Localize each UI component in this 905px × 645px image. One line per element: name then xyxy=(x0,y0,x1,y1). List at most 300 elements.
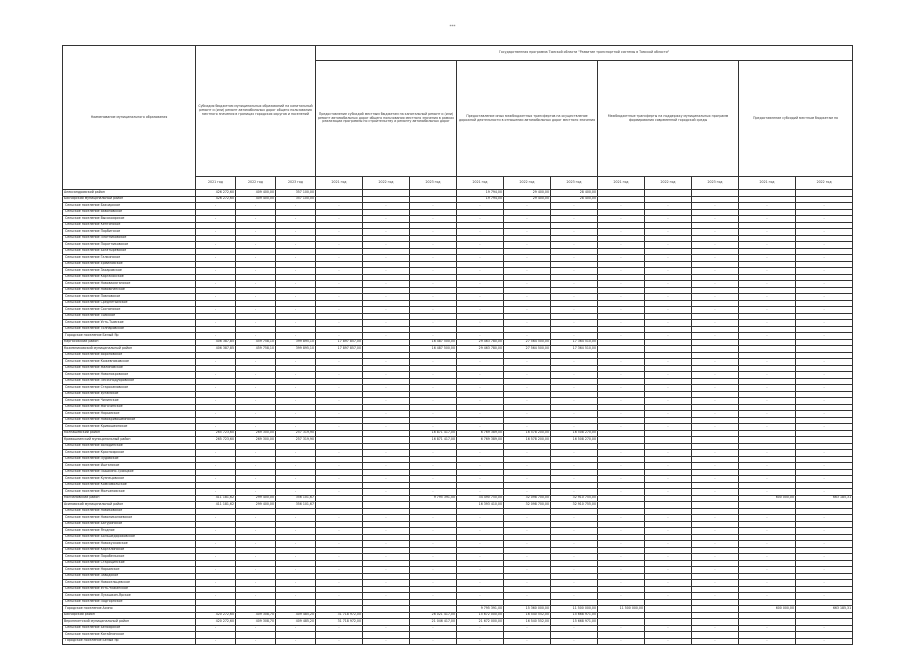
value-cell: - xyxy=(196,515,236,522)
value-cell: - xyxy=(457,450,504,457)
value-cell: 9 795 391,00 xyxy=(457,606,504,613)
municipality-name-cell: Сельское поселение Парабельское xyxy=(63,554,196,561)
value-cell: - xyxy=(410,294,457,301)
value-cell: - xyxy=(645,268,692,275)
value-cell: - xyxy=(276,320,316,327)
value-cell: - xyxy=(504,307,551,314)
value-cell: - xyxy=(739,489,796,496)
value-cell: - xyxy=(692,385,739,392)
value-cell: - xyxy=(316,424,363,431)
municipality-name-cell: Сельское поселение Павловское xyxy=(63,294,196,301)
value-cell: - xyxy=(196,528,236,535)
municipality-name-cell: Кожевниковский муниципальный район xyxy=(63,346,196,353)
value-cell: - xyxy=(316,372,363,379)
municipality-name-cell: Сельское поселение Нарымское xyxy=(63,567,196,574)
value-cell: 409 308,70 xyxy=(236,612,276,619)
value-cell: 11 500 000,00 xyxy=(551,606,598,613)
value-cell: 34 490 750,00 xyxy=(457,495,504,502)
value-cell: - xyxy=(692,333,739,340)
value-cell: - xyxy=(196,580,236,587)
municipality-name-cell: Сельское поселение Среднетымское xyxy=(63,300,196,307)
value-cell: - xyxy=(457,638,504,645)
value-cell: - xyxy=(739,411,796,418)
value-cell: - xyxy=(796,216,853,223)
value-cell: - xyxy=(645,450,692,457)
value-cell: - xyxy=(316,359,363,366)
value-cell: - xyxy=(410,268,457,275)
value-cell: 16 578 200,00 xyxy=(504,437,551,444)
value-cell: - xyxy=(645,463,692,470)
value-cell: - xyxy=(410,463,457,470)
municipality-name-cell: Сельское поселение Ягодное xyxy=(63,528,196,535)
value-cell: 269 300,00 xyxy=(236,437,276,444)
value-cell: - xyxy=(457,372,504,379)
year-header: 2021 год xyxy=(316,177,363,190)
value-cell: - xyxy=(196,450,236,457)
value-cell: 16 487 500,00 xyxy=(410,346,457,353)
municipality-name-cell: Сельское поселение Бакчарское xyxy=(63,203,196,210)
value-cell: - xyxy=(196,229,236,236)
value-cell: - xyxy=(504,320,551,327)
value-cell: 31 718 972,00 xyxy=(316,619,363,626)
value-cell: 16 393 410,00 xyxy=(457,502,504,509)
value-cell: - xyxy=(276,450,316,457)
value-cell: - xyxy=(796,255,853,262)
value-cell: - xyxy=(796,203,853,210)
value-cell: - xyxy=(316,385,363,392)
year-header: 2022 год xyxy=(363,177,410,190)
value-cell: - xyxy=(363,307,410,314)
value-cell: - xyxy=(796,625,853,632)
value-cell: - xyxy=(363,359,410,366)
value-cell: - xyxy=(796,541,853,548)
value-cell: - xyxy=(598,554,645,561)
value-cell: - xyxy=(551,281,598,288)
value-cell: - xyxy=(598,359,645,366)
value-cell: - xyxy=(598,463,645,470)
value-cell: - xyxy=(316,242,363,249)
value-cell: - xyxy=(236,515,276,522)
value-cell: 32 098 700,00 xyxy=(504,502,551,509)
value-cell: - xyxy=(598,333,645,340)
value-cell: - xyxy=(196,554,236,561)
value-cell: 32 910 755,00 xyxy=(551,502,598,509)
value-cell: - xyxy=(692,255,739,262)
value-cell: - xyxy=(551,476,598,483)
value-cell: 399 895,10 xyxy=(276,339,316,346)
value-cell: - xyxy=(236,359,276,366)
value-cell: - xyxy=(363,294,410,301)
value-cell: - xyxy=(598,424,645,431)
municipality-name-cell: Асиновский муниципальный район xyxy=(63,502,196,509)
value-cell: 28 400,00 xyxy=(551,190,598,197)
value-cell: - xyxy=(196,255,236,262)
value-cell: - xyxy=(692,268,739,275)
value-cell: - xyxy=(236,281,276,288)
value-cell: - xyxy=(551,398,598,405)
value-cell: - xyxy=(316,489,363,496)
municipality-name-cell: Сельское поселение Могочинское xyxy=(63,404,196,411)
value-cell: - xyxy=(410,281,457,288)
value-cell: - xyxy=(457,476,504,483)
value-cell: 600 000,00 xyxy=(739,495,796,502)
value-cell: - xyxy=(276,541,316,548)
column-group-4: Межбюджетные трансферты на поддержку муниципальных программ формирования современной городской среды xyxy=(598,61,739,177)
value-cell: - xyxy=(410,450,457,457)
value-cell: - xyxy=(504,489,551,496)
municipality-name-cell: Сельское поселение Молчановское xyxy=(63,489,196,496)
value-cell: - xyxy=(457,554,504,561)
value-cell: - xyxy=(598,411,645,418)
value-cell: - xyxy=(692,515,739,522)
value-cell: - xyxy=(796,554,853,561)
value-cell: 411 181,62 xyxy=(196,495,236,502)
municipality-name-cell: Сельское поселение Новониколаевское xyxy=(63,515,196,522)
value-cell: 29 463 780,00 xyxy=(457,339,504,346)
value-cell: - xyxy=(316,320,363,327)
municipality-name-cell: Сельское поселение Каргасокское xyxy=(63,274,196,281)
value-cell: - xyxy=(457,281,504,288)
value-cell: - xyxy=(457,593,504,600)
value-cell: - xyxy=(236,411,276,418)
municipality-name-cell: Сельское поселение Нововасюганское xyxy=(63,281,196,288)
value-cell: - xyxy=(363,625,410,632)
municipality-name-cell: Сельское поселение Нарымское xyxy=(63,411,196,418)
value-cell: - xyxy=(363,515,410,522)
value-cell: - xyxy=(457,463,504,470)
value-cell: - xyxy=(551,541,598,548)
value-cell: - xyxy=(551,307,598,314)
value-cell: - xyxy=(692,320,739,327)
value-cell: 6 769 389,00 xyxy=(457,437,504,444)
value-cell: - xyxy=(410,320,457,327)
value-cell: - xyxy=(276,294,316,301)
program-title: Государственная программа Томской области "Развитие транспортной системы в Томской области" xyxy=(316,46,853,61)
value-cell: - xyxy=(236,541,276,548)
value-cell: - xyxy=(410,203,457,210)
value-cell: - xyxy=(739,625,796,632)
value-cell: - xyxy=(692,424,739,431)
value-cell: - xyxy=(276,203,316,210)
value-cell: - xyxy=(504,450,551,457)
value-cell: - xyxy=(598,398,645,405)
municipality-name-cell: Верхнекетский муниципальный район xyxy=(63,619,196,626)
value-cell: - xyxy=(645,398,692,405)
value-cell: - xyxy=(276,638,316,645)
value-cell: - xyxy=(692,580,739,587)
value-cell: - xyxy=(236,554,276,561)
value-cell: 356 101,67 xyxy=(276,502,316,509)
value-cell: - xyxy=(796,489,853,496)
value-cell: - xyxy=(504,242,551,249)
municipality-name-cell: Сельское поселение Поротниковское xyxy=(63,242,196,249)
value-cell: 29 400,00 xyxy=(504,190,551,197)
municipality-name-cell: Сельское поселение Вороновское xyxy=(63,352,196,359)
value-cell: - xyxy=(276,580,316,587)
value-cell: - xyxy=(692,307,739,314)
value-cell: - xyxy=(276,307,316,314)
municipality-name-cell: Сельское поселение Иштанское xyxy=(63,463,196,470)
value-cell: - xyxy=(645,307,692,314)
value-cell: 406 387,85 xyxy=(196,339,236,346)
value-cell: - xyxy=(363,268,410,275)
value-cell: - xyxy=(739,333,796,340)
value-cell: - xyxy=(363,320,410,327)
column-header-name: Наименование муниципального образования xyxy=(63,46,196,190)
value-cell: - xyxy=(316,294,363,301)
value-cell: - xyxy=(796,372,853,379)
value-cell: - xyxy=(692,411,739,418)
value-cell: 27 564 500,00 xyxy=(504,339,551,346)
value-cell: - xyxy=(236,638,276,645)
value-cell: - xyxy=(504,554,551,561)
value-cell: - xyxy=(410,398,457,405)
municipality-name-cell: Сельское поселение Катайгинское xyxy=(63,632,196,639)
value-cell: 257 319,90 xyxy=(276,430,316,437)
value-cell: - xyxy=(316,515,363,522)
value-cell: - xyxy=(363,229,410,236)
value-cell: - xyxy=(598,281,645,288)
municipality-name-cell: Сельское поселение Кузнецовское xyxy=(63,476,196,483)
value-cell: - xyxy=(692,638,739,645)
value-cell: - xyxy=(504,294,551,301)
municipality-name-cell: Сельское поселение Галкинское xyxy=(63,255,196,262)
value-cell: - xyxy=(692,281,739,288)
value-cell: - xyxy=(551,385,598,392)
value-cell: 16 871 417,00 xyxy=(410,437,457,444)
value-cell: 16 508 270,00 xyxy=(551,437,598,444)
value-cell: - xyxy=(316,625,363,632)
value-cell: - xyxy=(692,242,739,249)
value-cell: - xyxy=(363,593,410,600)
value-cell: - xyxy=(796,281,853,288)
value-cell: - xyxy=(796,593,853,600)
value-cell: 29 400,00 xyxy=(504,196,551,203)
value-cell: - xyxy=(276,489,316,496)
value-cell: - xyxy=(363,372,410,379)
value-cell: - xyxy=(236,372,276,379)
municipality-name-cell: Сельское поселение Новокривошеинское xyxy=(63,417,196,424)
value-cell: 21 046 417,00 xyxy=(410,619,457,626)
value-cell: - xyxy=(363,398,410,405)
value-cell: - xyxy=(196,242,236,249)
value-cell: - xyxy=(504,625,551,632)
value-cell: - xyxy=(645,411,692,418)
value-cell: - xyxy=(645,359,692,366)
value-cell: - xyxy=(551,242,598,249)
value-cell: 663 185,31 xyxy=(796,606,853,613)
value-cell: 16 508 270,00 xyxy=(551,430,598,437)
value-cell: - xyxy=(410,307,457,314)
municipality-name-cell: Сельское поселение Каргалинское xyxy=(63,547,196,554)
value-cell: - xyxy=(796,515,853,522)
value-cell: - xyxy=(196,411,236,418)
value-cell: - xyxy=(551,294,598,301)
value-cell: - xyxy=(236,625,276,632)
value-cell: - xyxy=(598,203,645,210)
value-cell: - xyxy=(739,398,796,405)
value-cell: - xyxy=(236,476,276,483)
municipality-name-cell: Сельское поселение Кожевниковское xyxy=(63,359,196,366)
value-cell: - xyxy=(598,638,645,645)
value-cell: - xyxy=(363,638,410,645)
value-cell: - xyxy=(551,580,598,587)
table-row xyxy=(63,638,853,645)
value-cell: - xyxy=(504,424,551,431)
value-cell: - xyxy=(316,593,363,600)
value-cell: 16 871 417,00 xyxy=(410,430,457,437)
value-cell: - xyxy=(196,385,236,392)
value-cell: - xyxy=(692,203,739,210)
value-cell: 299 400,00 xyxy=(236,495,276,502)
value-cell: - xyxy=(504,333,551,340)
column-group-2: Предоставление субсидий местным бюджетам на капитальный ремонт и (или) ремонт автомобильных дорог общего пользования местного значения в рамках реализации программы по строительству и ремонту автомобильных дорог xyxy=(316,61,457,177)
value-cell: - xyxy=(196,333,236,340)
value-cell: - xyxy=(196,294,236,301)
value-cell: - xyxy=(796,320,853,327)
value-cell: - xyxy=(598,567,645,574)
value-cell: - xyxy=(692,216,739,223)
value-cell: - xyxy=(457,398,504,405)
value-cell: 420 272,60 xyxy=(196,612,236,619)
year-header: 2021 год xyxy=(196,177,236,190)
value-cell: - xyxy=(457,333,504,340)
municipality-name-cell: Сельское поселение Тымское xyxy=(63,313,196,320)
municipality-name-cell: Сельское поселение Уртамское xyxy=(63,391,196,398)
value-cell: - xyxy=(692,541,739,548)
municipality-name-cell: Сельское поселение Новосельцевское xyxy=(63,580,196,587)
value-cell: - xyxy=(457,216,504,223)
value-cell: - xyxy=(692,359,739,366)
value-cell: 15 668 971,00 xyxy=(551,619,598,626)
value-cell: 15 672 000,00 xyxy=(457,612,504,619)
value-cell: - xyxy=(363,216,410,223)
value-cell: - xyxy=(739,294,796,301)
value-cell: - xyxy=(739,580,796,587)
value-cell: - xyxy=(410,515,457,522)
value-cell: - xyxy=(598,528,645,535)
value-cell: - xyxy=(645,333,692,340)
municipality-name-cell: Бакчарский муниципальный район xyxy=(63,196,196,203)
value-cell: - xyxy=(551,463,598,470)
value-cell: - xyxy=(276,476,316,483)
value-cell: 21 672 000,00 xyxy=(457,619,504,626)
value-cell: - xyxy=(598,294,645,301)
value-cell: 17 897 857,00 xyxy=(316,346,363,353)
value-cell: - xyxy=(363,450,410,457)
municipality-name-cell: Сельское поселение Комсомольское xyxy=(63,482,196,489)
value-cell: - xyxy=(796,268,853,275)
value-cell: - xyxy=(645,593,692,600)
value-cell: - xyxy=(504,359,551,366)
value-cell: - xyxy=(316,398,363,405)
value-cell: - xyxy=(739,203,796,210)
value-cell: 409 400,00 xyxy=(236,196,276,203)
value-cell: 426 272,60 xyxy=(196,196,236,203)
value-cell: - xyxy=(410,528,457,535)
value-cell: - xyxy=(551,216,598,223)
value-cell: - xyxy=(598,476,645,483)
value-cell: - xyxy=(645,320,692,327)
value-cell: - xyxy=(796,294,853,301)
value-cell: - xyxy=(410,333,457,340)
value-cell: - xyxy=(796,528,853,535)
value-cell: - xyxy=(196,359,236,366)
value-cell: - xyxy=(551,515,598,522)
value-cell: - xyxy=(236,398,276,405)
value-cell: - xyxy=(276,333,316,340)
value-cell: - xyxy=(276,268,316,275)
value-cell: 28 400,00 xyxy=(551,196,598,203)
value-cell: - xyxy=(410,411,457,418)
value-cell: - xyxy=(316,528,363,535)
municipality-name-cell: Сельское поселение Соснинское xyxy=(63,307,196,314)
value-cell: - xyxy=(739,593,796,600)
value-cell: - xyxy=(236,580,276,587)
municipality-name-cell: Сельское поселение Новокусковское xyxy=(63,541,196,548)
value-cell: - xyxy=(645,372,692,379)
municipality-name-cell: Сельское поселение Усть-Чижапское xyxy=(63,586,196,593)
value-cell: - xyxy=(645,554,692,561)
value-cell: - xyxy=(504,398,551,405)
municipality-name-cell: Сельское поселение Пышкино-Троицкое xyxy=(63,469,196,476)
value-cell: - xyxy=(457,541,504,548)
value-cell: - xyxy=(316,268,363,275)
municipality-name-cell: Сельское поселение Чилинское xyxy=(63,398,196,405)
municipality-name-cell: Сельское поселение Пудовское xyxy=(63,456,196,463)
value-cell: - xyxy=(196,541,236,548)
value-cell: - xyxy=(692,489,739,496)
value-cell: - xyxy=(692,554,739,561)
value-cell: - xyxy=(410,638,457,645)
value-cell: - xyxy=(196,398,236,405)
value-cell: - xyxy=(236,307,276,314)
value-cell: - xyxy=(739,424,796,431)
value-cell: - xyxy=(196,424,236,431)
value-cell: 269 300,00 xyxy=(236,430,276,437)
value-cell: - xyxy=(457,203,504,210)
municipality-name-cell: Колпашевский район xyxy=(63,430,196,437)
value-cell: - xyxy=(363,554,410,561)
value-cell: - xyxy=(551,411,598,418)
value-cell: - xyxy=(598,307,645,314)
value-cell: - xyxy=(276,515,316,522)
value-cell: - xyxy=(276,398,316,405)
value-cell: 6 769 389,00 xyxy=(457,430,504,437)
value-cell: - xyxy=(363,411,410,418)
value-cell: 265 723,60 xyxy=(196,430,236,437)
value-cell: - xyxy=(457,411,504,418)
value-cell: - xyxy=(363,528,410,535)
value-cell: - xyxy=(276,255,316,262)
value-cell: - xyxy=(504,268,551,275)
value-cell: - xyxy=(692,398,739,405)
value-cell: - xyxy=(316,476,363,483)
value-cell: - xyxy=(598,320,645,327)
value-cell: - xyxy=(598,625,645,632)
value-cell: - xyxy=(739,307,796,314)
municipality-name-cell: Сельское поселение Подгорнское xyxy=(63,599,196,606)
value-cell: - xyxy=(796,385,853,392)
value-cell: - xyxy=(457,515,504,522)
value-cell: - xyxy=(796,580,853,587)
year-header: 2023 год xyxy=(551,177,598,190)
value-cell: - xyxy=(196,638,236,645)
value-cell: - xyxy=(551,489,598,496)
value-cell: - xyxy=(739,320,796,327)
value-cell: - xyxy=(410,489,457,496)
value-cell: 17 364 510,00 xyxy=(551,339,598,346)
